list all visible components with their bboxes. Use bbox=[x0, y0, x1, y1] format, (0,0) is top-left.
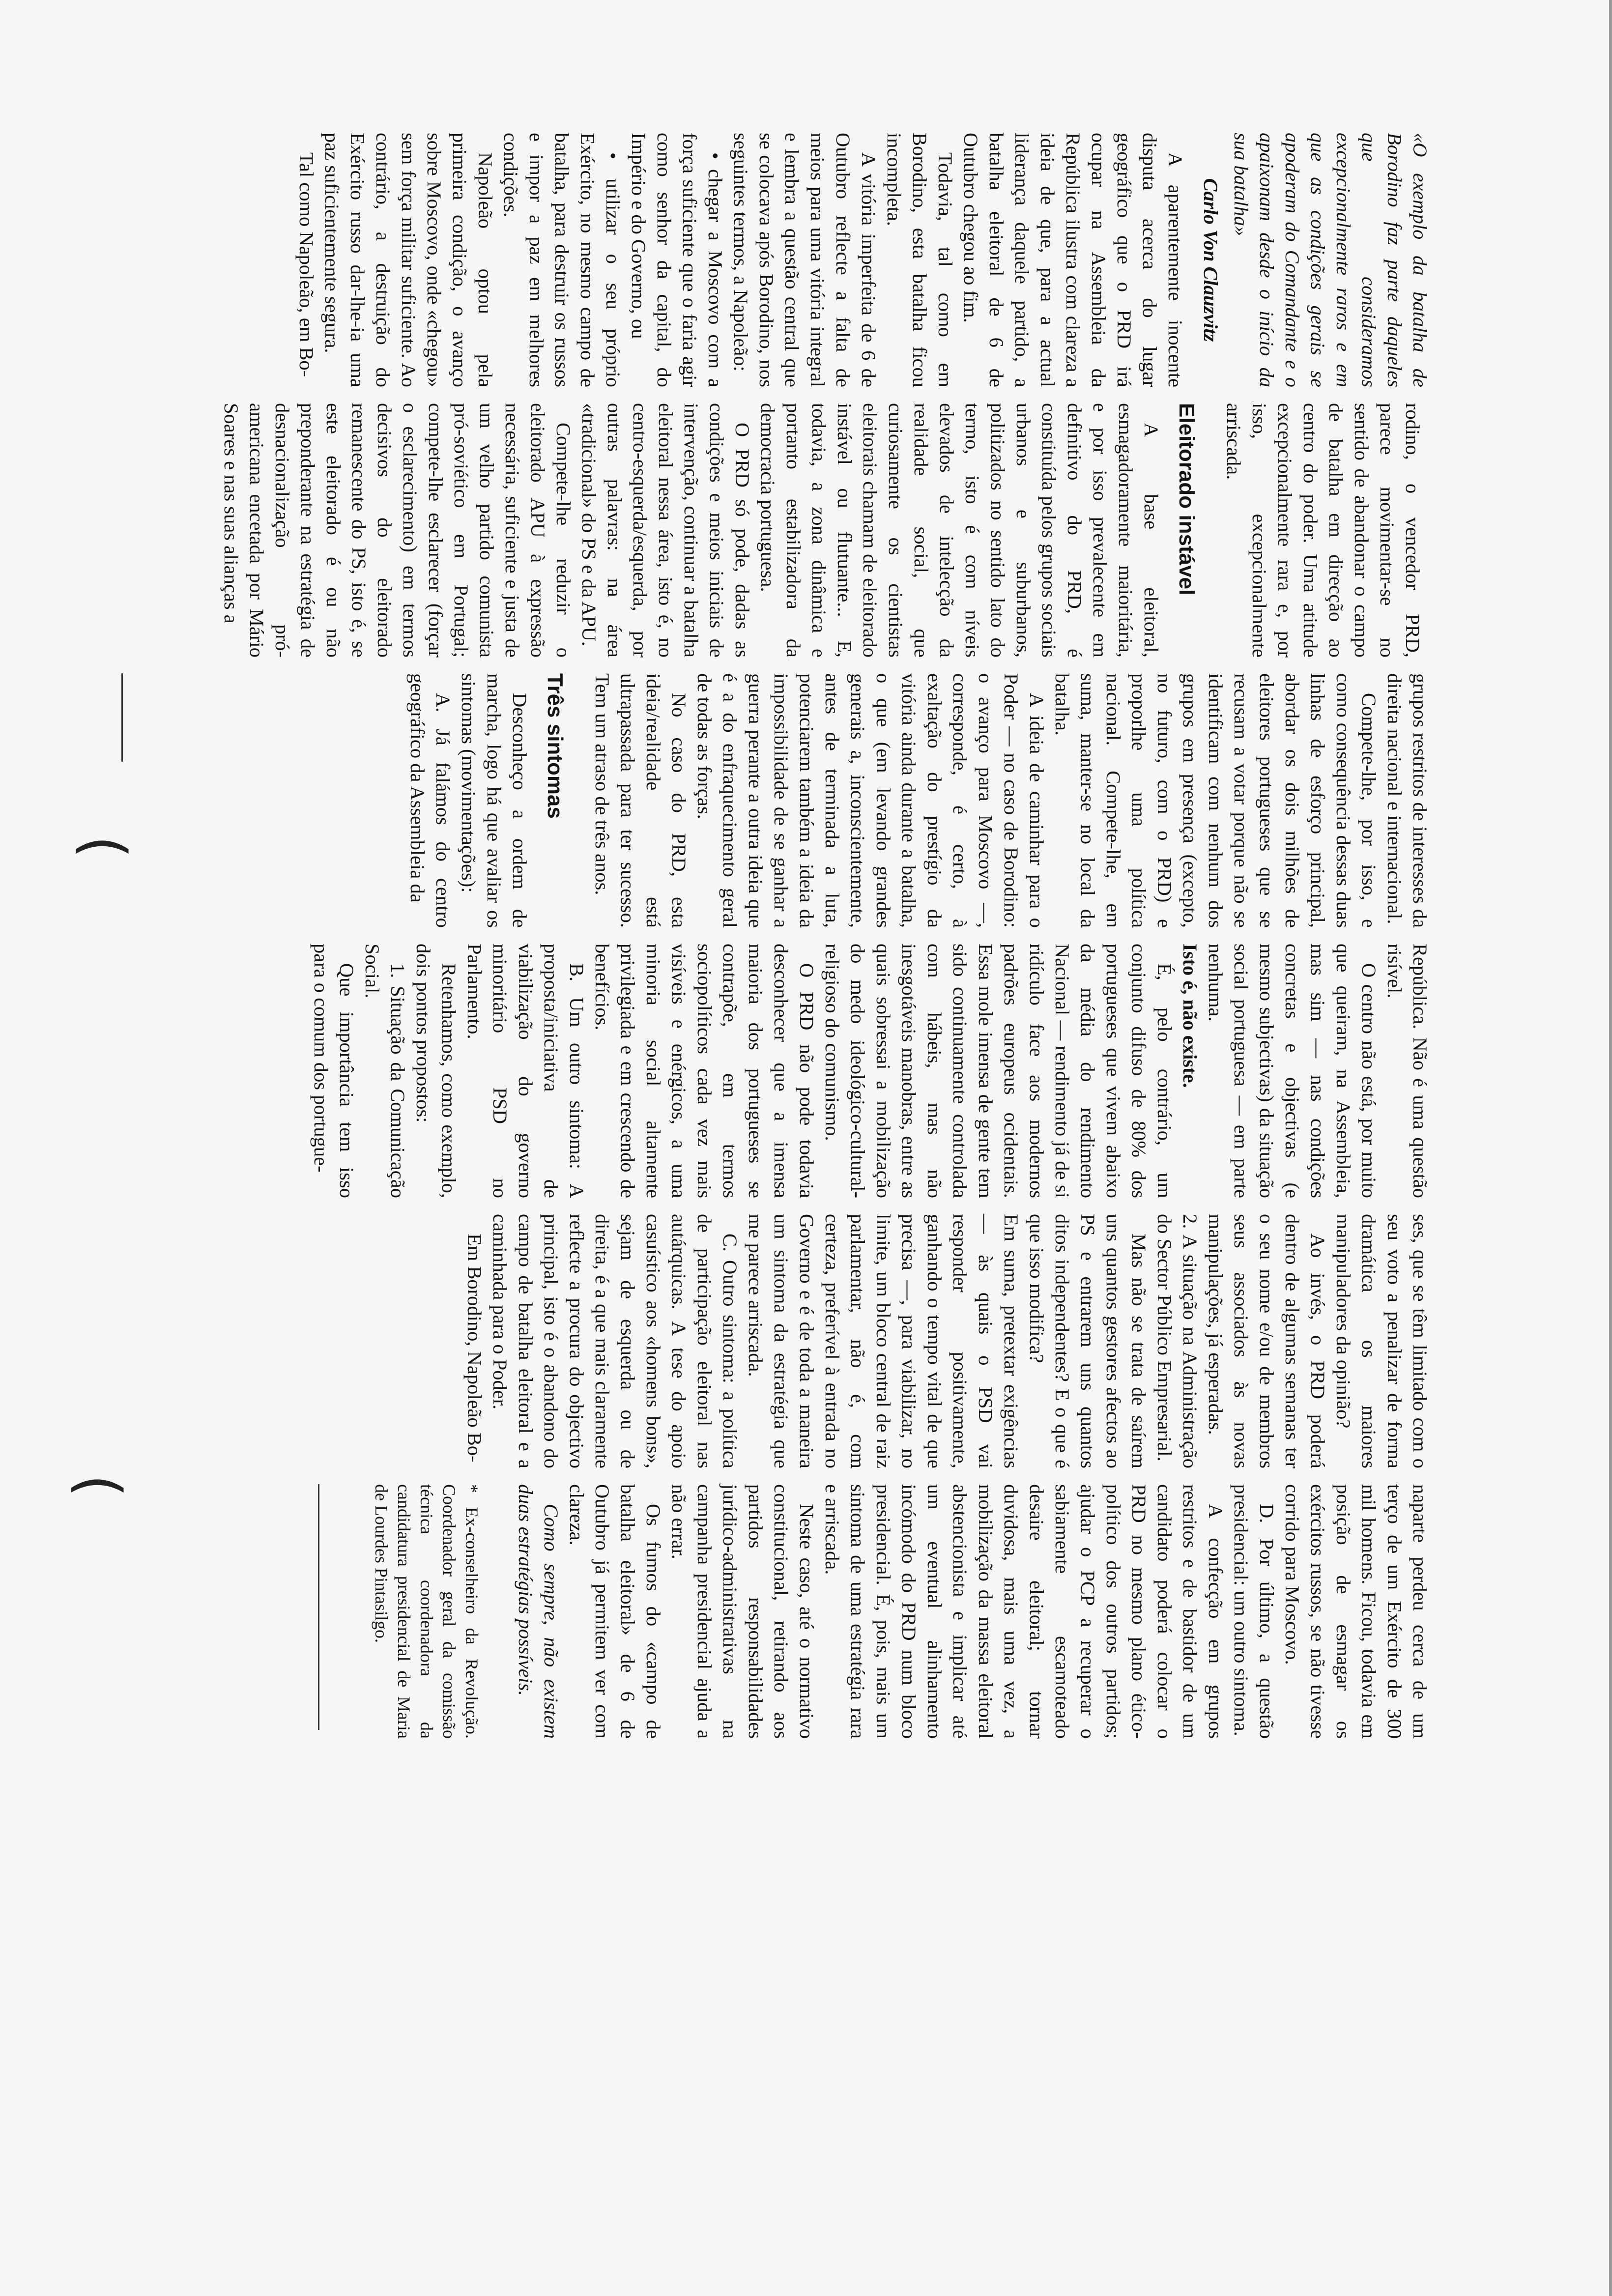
paragraph: Compete-lhe reduzir o eleitorado APU à expressão necessária, suficiente e justa de um velho partido comunista pró-soviético em Portugal; compete-lhe esclarecer (forçar o esclarecimento) em termos decisivos do eleitorado remanescente do PS, isto é, se este eleitorado é ou não preponderante na estratégia de desnacionalização pró-americana encetada por Mário Soares e nas suas alianças a bbox=[220, 403, 575, 658]
pen-mark: ( bbox=[64, 1474, 133, 1497]
paragraph: O PRD só pode, dadas as condições e meios iniciais de intervenção, continuar a batalha eleitoral nessa área, isto é, no centro-esquerda/esquerda, por outras palavras: na área «tradicional» do PS e da APU. bbox=[578, 403, 753, 658]
article-column-6 bbox=[370, 1484, 1433, 1739]
paragraph: Em Borodino, Napoleão Bo- bbox=[463, 1234, 486, 1463]
paragraph: A aparentemente inocente disputa acerca do lugar geográfico que o PRD irá ocupar na Assembleia da República ilustra com clareza a ideia de que, para a actual liderança daquele partido, a batalha eleitoral de 6 de Outubro chegou ao fim. bbox=[960, 133, 1186, 387]
article-column-2 bbox=[218, 403, 1425, 658]
paragraph: B. Um outro sintoma: A proposta/iniciativa de viabilização do governo minoritário PSD no Parlamento. bbox=[463, 944, 588, 1198]
paragraph: Em suma, pretextar exigências — às quais o PSD vai responder positivamente, ganhando o tempo vital de que precisa —, para viabilizar, no limite, um bloco central de raiz parlamentar, não é, com certeza, preferível à entrada no Governo e é de toda a maneira um sintoma da estratégia que me parece arriscada. bbox=[745, 1214, 1022, 1468]
article-column-5 bbox=[461, 1214, 1433, 1468]
paragraph: 2. A situação na Administração do Sector Público Empresarial. bbox=[1153, 1214, 1201, 1468]
paragraph: É, pelo contrário, um conjunto difuso de 80% dos portugueses que vivem abaixo da média do rendimento Nacional — rendimento já de si ridículo face aos modernos padrões europeus ocidentais. Essa mole imensa de gente tem sido continuamente controlada com hábeis, mas não inesgotáveis manobras, entre as quais sobressai a mobilização do medo ideológico-cultural-religioso do comunismo. bbox=[821, 944, 1176, 1198]
article-column-3 bbox=[404, 673, 1433, 928]
pen-mark: ( bbox=[69, 835, 138, 859]
paragraph: Compete-lhe, por isso, e como consequência dessas duas linhas de esforço principal, abordar os dois milhões de eleitores portugueses que se recusam a votar porque não se identificam com nenhum dos grupos em presença (excepto, no futuro, com o PRD) e proporlhe uma política nacional. Compete-lhe, em suma, manter-se no local da batalha. bbox=[1051, 673, 1380, 928]
paragraph: Que importância tem isso para o comum dos portugue- bbox=[310, 944, 358, 1198]
paragraph: O PRD não pode todavia desconhecer que a imensa maioria dos portugueses se contrapõe, em termos sociopolíticos cada vez mais visíveis e enérgicos, a uma minoria social altamente privilegiada e em crescendo de benefícios. bbox=[591, 944, 818, 1198]
epigraph-quote: «O exemplo da batalha de Borodino faz parte daqueles que consideramos excepcionalmente raros e em que as condições gerais se apoderam do Comandante e o apaixonam desde o início da sua batalha» bbox=[1230, 133, 1431, 387]
paragraph: A vitória imperfeita de 6 de Outubro reflecte a falta de meios para uma vitória integral e lembra a questão central que se colocava após Borodino, nos seguintes termos, a Napoleão: bbox=[730, 133, 880, 387]
scan-edge-line bbox=[1609, 0, 1612, 2296]
column-separator-rule bbox=[121, 673, 123, 762]
paragraph: Todavia, tal como em Borodino, esta batalha ficou incompleta. bbox=[883, 133, 956, 387]
author-footnote: * Ex-conselheiro da Revolução. Coordenador geral da comissão técnica coordenadora da candidatura presidencial de Maria de Lourdes Pintasilgo. bbox=[372, 1484, 482, 1739]
paragraph: Ao invés, o PRD poderá dentro de algumas semanas ter o seu nome e/ou de membros seus associados às novas manipulações, já esperadas. bbox=[1205, 1214, 1329, 1468]
paragraph: No caso do PRD, esta ideia/realidade está ultrapassada para ter sucesso. Tem um atraso de três anos. bbox=[591, 673, 690, 928]
epigraph-author: Carlo Von Clauzvitz bbox=[1200, 178, 1222, 342]
paragraph: ses, que se têm limitado com o seu voto a penalizar de forma dramática os maiores manipuladores da opinião? bbox=[1332, 1214, 1431, 1468]
section-heading: Três sintomas bbox=[543, 673, 567, 819]
article-column-1 bbox=[293, 133, 1433, 387]
paragraph: • utilizar o seu próprio Exército, no mesmo campo de batalha, para destruir os russos e impor a paz em melhores condições. bbox=[500, 133, 624, 387]
paragraph: 1. Situação da Comunicação Social. bbox=[361, 944, 409, 1198]
paragraph: Os fumos do «campo de batalha eleitoral» de 6 de Outubro já permitem ver com clareza. bbox=[566, 1484, 664, 1739]
paragraph: Mas não se trata de saírem uns quantos gestores afectos ao PS e entrarem uns quantos ditos independentes? E o que é que isso modifica? bbox=[1026, 1214, 1150, 1468]
paragraph: Tal como Napoleão, em Bo- bbox=[295, 152, 317, 377]
paragraph: República. Não é uma questão risível. bbox=[1383, 944, 1431, 1198]
paragraph: A ideia de caminhar para o Poder — no caso de Borodino: o avanço para Moscovo —, corresponde, é certo, à exaltação do prestígio da vitória ainda durante a batalha, o que (em levando grandes generais a, inconscientemente, antes de terminada a luta, potenciarem também a ideia da impossibilidade de se ganhar a guerra perante a outra ideia que é a do enfraquecimento geral de todas as forças. bbox=[693, 673, 1048, 928]
paragraph: grupos restritos de interesses da direita nacional e internacional. bbox=[1383, 673, 1431, 928]
paragraph: Napoleão optou pela primeira condição, o avanço sobre Moscovo, onde «chegou» sem força militar suficiente. Ao contrário, a destruição do Exército russo dar-lhe-ia uma paz suficientemente segura. bbox=[321, 133, 496, 387]
closing-line: Como sempre, não existem duas estratégias possíveis. bbox=[515, 1484, 562, 1739]
paragraph: O centro não está, por muito que queiram, na Assembleia, mas sim — nas condições concretas e objectivas (e mesmo subjectivas) da situação social portuguesa — em parte nenhuma. bbox=[1205, 944, 1380, 1198]
paragraph: Neste caso, até o normativo constitucional, retirando aos partidos responsabilidades jurídico-administrativas na campanha presidencial ajuda a não errar. bbox=[668, 1484, 818, 1739]
paragraph: C. Outro sintoma: a política de participação eleitoral nas autárquicas. A tese do apoio casuístico aos «homens bons», sejam de esquerda ou de direita, é a que mais claramente reflecte a procura do objectivo principal, isto é o abandono do campo de batalha eleitoral e a caminhada para o Poder. bbox=[489, 1214, 741, 1468]
paragraph: D. Por último, a questão presidencial: um outro sintoma. bbox=[1230, 1484, 1278, 1739]
paragraph: A base eleitoral, esmagadoramente maioritária, e por isso prevalecente em definitivo do PRD, é constituída pelos grupos sociais urbanos e suburbanos, politizados no sentido lato do termo, isto é com níveis elevados de intelecção da realidade social, que curiosamente os cientistas eleitorais chamam de eleitorado instável ou flutuante... E, todavia, a zona dinâmica e portanto estabilizadora da democracia portuguesa. bbox=[757, 403, 1162, 658]
section-heading: Eleitorado instável bbox=[1175, 403, 1199, 596]
paragraph: A. Já falámos do centro geográfico da Assembleia da bbox=[406, 673, 454, 928]
column-separator-rule bbox=[318, 1484, 319, 1730]
paragraph: naparte perdeu cerca de um terço de um Exército de 300 mil homens. Ficou, todavia em posição de esmagar os exércitos russos, se não tivesse corrido para Moscovo. bbox=[1281, 1484, 1431, 1739]
paragraph: • chegar a Moscovo com a força suficiente que o faria agir como senhor da capital, do Império e do Governo, ou bbox=[628, 133, 726, 387]
paragraph: Isto é, não existe. bbox=[1179, 944, 1201, 1088]
paragraph: rodino, o vencedor PRD, parece movimentar-se no sentido de abandonar o campo de batalha em direcção ao centro do poder. Uma atitude excepcionalmente rara e, por isso, excepcionalmente arriscada. bbox=[1223, 403, 1424, 658]
paragraph: Desconheço a ordem de marcha, logo há que avaliar os sintomas (movimentações): bbox=[458, 673, 531, 928]
paragraph: A confecção em grupos restritos e de bastidor de um candidato poderá colocar o PRD no mesmo plano ético-político dos outros partidos; ajudar o PCP a recuperar o sabiamente escamoteado desaire eleitoral; tornar duvidosa, mais uma vez, a mobilização da massa eleitoral abstencionista e implicar até um eventual alinhamento incómodo do PRD num bloco presidencial. É, pois, mais um sintoma de uma estratégia rara e arriscada. bbox=[821, 1484, 1227, 1739]
article-column-4 bbox=[308, 944, 1433, 1198]
paragraph: Retenhamos, como exemplo, dois pontos propostos: bbox=[412, 944, 460, 1198]
